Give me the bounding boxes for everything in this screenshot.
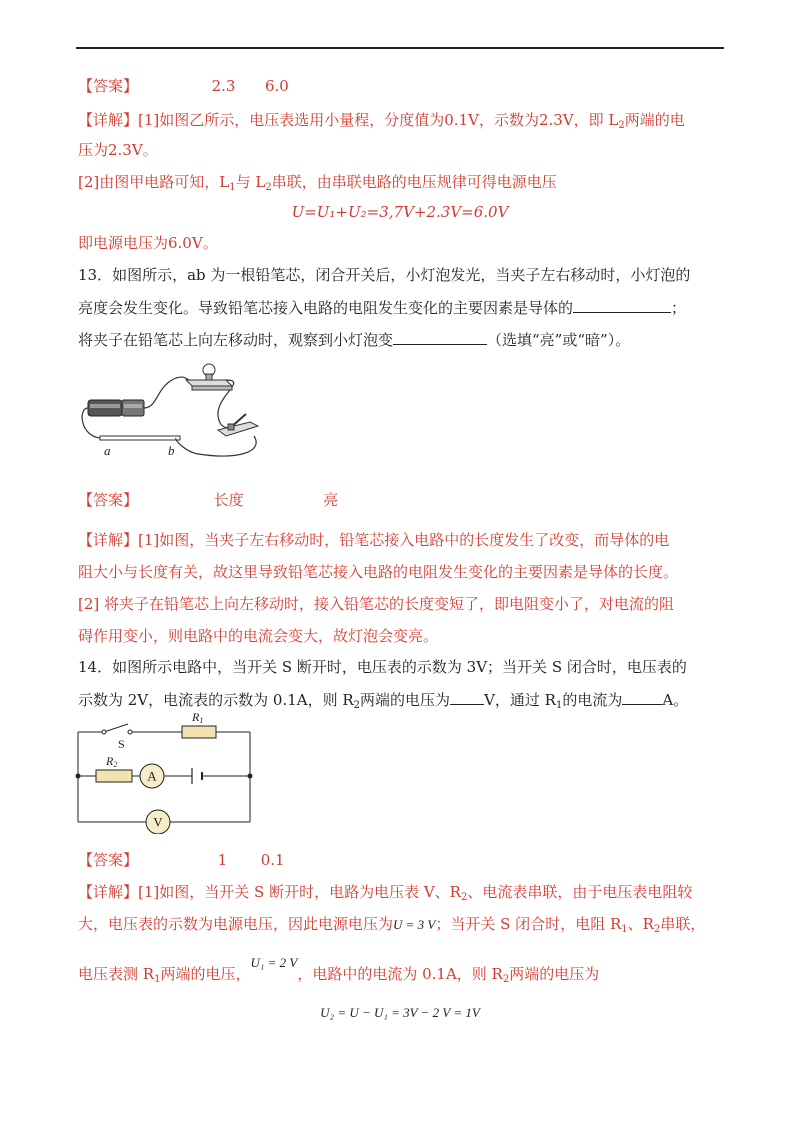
answer-blank[interactable] bbox=[393, 329, 487, 345]
subscript: 1 bbox=[621, 924, 628, 935]
junction-dot bbox=[248, 774, 253, 779]
answer-value-1: 长度 bbox=[213, 491, 244, 509]
label-a: a bbox=[104, 443, 111, 458]
q13-detail-line-2: 阻大小与长度有关，故这里导致铅笔芯接入电路的电阻发生变化的主要因素是导体的长度。 bbox=[78, 563, 679, 581]
q12-answer-line bbox=[78, 76, 730, 96]
pencil-lead bbox=[100, 436, 180, 440]
label-b: b bbox=[168, 443, 175, 458]
switch-contact bbox=[128, 730, 132, 734]
bulb-icon bbox=[186, 364, 232, 390]
stem-text: （选填“亮”或“暗”）。 bbox=[487, 331, 631, 349]
q14-detail-line-2 bbox=[78, 914, 730, 940]
stem-text: 将夹子在铅笔芯上向左移动时，观察到小灯泡变 bbox=[78, 331, 394, 349]
detail-text: 串联，由串联电路的电压规律可得电源电压 bbox=[271, 173, 557, 191]
q12-detail-line-2 bbox=[78, 140, 730, 160]
wire bbox=[176, 436, 256, 456]
q12-conclusion: 即电源电压为6.0V。 bbox=[78, 234, 218, 252]
stem-text: 亮度会发生变化。导致铅笔芯接入电路的电阻发生变化的主要因素是导体的 bbox=[78, 299, 574, 317]
q14-answer-line bbox=[78, 850, 730, 870]
detail-tag: 【详解】 bbox=[78, 883, 139, 901]
answer-blank[interactable] bbox=[573, 297, 671, 313]
answer-value-1: 1 bbox=[217, 851, 228, 869]
detail-text: [1]如图乙所示，电压表选用小量程，分度值为0.1V，示数为2.3V，即 L bbox=[138, 111, 619, 129]
q13-stem-line-3 bbox=[78, 329, 730, 350]
stem-text: V，通过 R bbox=[484, 691, 556, 709]
pencil-lead-circuit bbox=[78, 356, 268, 462]
q13-detail-line-1 bbox=[78, 530, 730, 550]
stem-text: ； bbox=[671, 299, 687, 317]
detail-text: 与 L bbox=[235, 173, 266, 191]
detail-text: 压为2.3V。 bbox=[78, 141, 158, 159]
q14-formula: U₂ = U − U₁ = 3V − 2 V = 1V bbox=[320, 1005, 480, 1020]
answer-tag: 【答案】 bbox=[78, 491, 139, 509]
detail-text: 、R bbox=[627, 915, 654, 933]
resistor-r2 bbox=[96, 770, 132, 782]
q14-stem-line-1: 14．如图所示电路中，当开关 S 断开时，电压表的示数为 3V；当开关 S 闭合时，电压表的 bbox=[78, 658, 687, 676]
series-circuit-diagram bbox=[74, 710, 256, 834]
answer-value-2: 亮 bbox=[323, 491, 339, 509]
ammeter-label: A bbox=[147, 768, 157, 784]
subscript: 1 bbox=[154, 974, 161, 985]
detail-text: [2]由图甲电路可知，L bbox=[78, 173, 230, 191]
q14-detail-line-3 bbox=[78, 955, 730, 990]
q13-detail-line-3: [2] 将夹子在铅笔芯上向左移动时，接入铅笔芯的长度变短了，即电阻变小了，对电流的阻 bbox=[78, 595, 675, 613]
switch-icon bbox=[218, 414, 258, 436]
subscript: 2 bbox=[653, 924, 661, 935]
switch-pivot bbox=[102, 730, 106, 734]
junction-dot bbox=[76, 774, 81, 779]
detail-text: ；当开关 S 闭合时，电阻 R bbox=[435, 915, 622, 933]
header-rule bbox=[76, 47, 724, 49]
math-inline: U₁ = 2 V bbox=[250, 955, 298, 970]
voltmeter-label: V bbox=[153, 814, 163, 830]
detail-tag: 【详解】 bbox=[78, 111, 139, 129]
subscript: 2 bbox=[353, 700, 361, 711]
q12-detail-line-3 bbox=[78, 172, 730, 198]
answer-tag: 【答案】 bbox=[78, 851, 139, 869]
stem-text: 两端的电压为 bbox=[360, 691, 451, 709]
q12-detail-line-1 bbox=[78, 110, 730, 136]
detail-text: [1]如图，当夹子左右移动时，铅笔芯接入电路中的长度发生了改变，而导体的电 bbox=[138, 531, 670, 549]
detail-text: 电压表测 R bbox=[78, 965, 155, 983]
subscript: 2 bbox=[460, 892, 468, 903]
q14-detail-line-1 bbox=[78, 882, 730, 908]
detail-text: [1]如图，当开关 S 断开时，电路为电压表 V、R bbox=[138, 883, 461, 901]
subscript: 1 bbox=[555, 700, 563, 711]
stem-text: A。 bbox=[662, 691, 689, 709]
detail-text: 两端的电 bbox=[624, 111, 685, 129]
math-inline: U = 3 V bbox=[393, 917, 436, 932]
stem-text: 示数为 2V，电流表的示数为 0.1A，则 R bbox=[78, 691, 354, 709]
switch-label: S bbox=[118, 737, 125, 751]
resistor-r1 bbox=[182, 726, 216, 738]
detail-tag: 【详解】 bbox=[78, 531, 139, 549]
battery-icon bbox=[88, 400, 144, 416]
answer-blank[interactable] bbox=[450, 689, 484, 705]
q12-formula: U=U₁+U₂=3,7V+2.3V=6.0V bbox=[291, 203, 509, 221]
detail-text: 、电流表串联，由于电压表电阻较 bbox=[467, 883, 693, 901]
q13-detail-line-4: 碍作用变小，则电路中的电流会变大，故灯泡会变亮。 bbox=[78, 627, 439, 645]
answer-value-2: 6.0 bbox=[265, 77, 289, 95]
subscript: 2 bbox=[502, 974, 510, 985]
q13-stem-line-1: 13．如图所示，ab 为一根铅笔芯，闭合开关后，小灯泡发光，当夹子左右移动时，小灯泡的 bbox=[78, 266, 691, 284]
q13-circuit-figure bbox=[78, 356, 268, 462]
detail-text: 两端的电压为 bbox=[509, 965, 600, 983]
subscript: 2 bbox=[618, 120, 625, 131]
switch-blade bbox=[104, 724, 128, 732]
stem-text: 的电流为 bbox=[562, 691, 623, 709]
subscript: 1 bbox=[229, 182, 236, 193]
answer-blank[interactable] bbox=[622, 689, 662, 705]
detail-text: 串联， bbox=[660, 915, 706, 933]
detail-text: 两端的电压， bbox=[160, 965, 251, 983]
q14-circuit-figure bbox=[74, 710, 256, 834]
answer-value-1: 2.3 bbox=[211, 77, 236, 95]
detail-text: ，电路中的电流为 0.1A，则 R bbox=[297, 965, 503, 983]
answer-value-2: 0.1 bbox=[260, 851, 285, 869]
answer-tag: 【答案】 bbox=[78, 77, 139, 95]
subscript: 2 bbox=[265, 182, 272, 193]
r2-label: R2 bbox=[106, 754, 118, 769]
q13-answer-line bbox=[78, 490, 730, 510]
r1-label: R1 bbox=[192, 710, 204, 725]
detail-text: 大，电压表的示数为电源电压，因此电源电压为 bbox=[78, 915, 394, 933]
q13-stem-line-2 bbox=[78, 297, 730, 318]
